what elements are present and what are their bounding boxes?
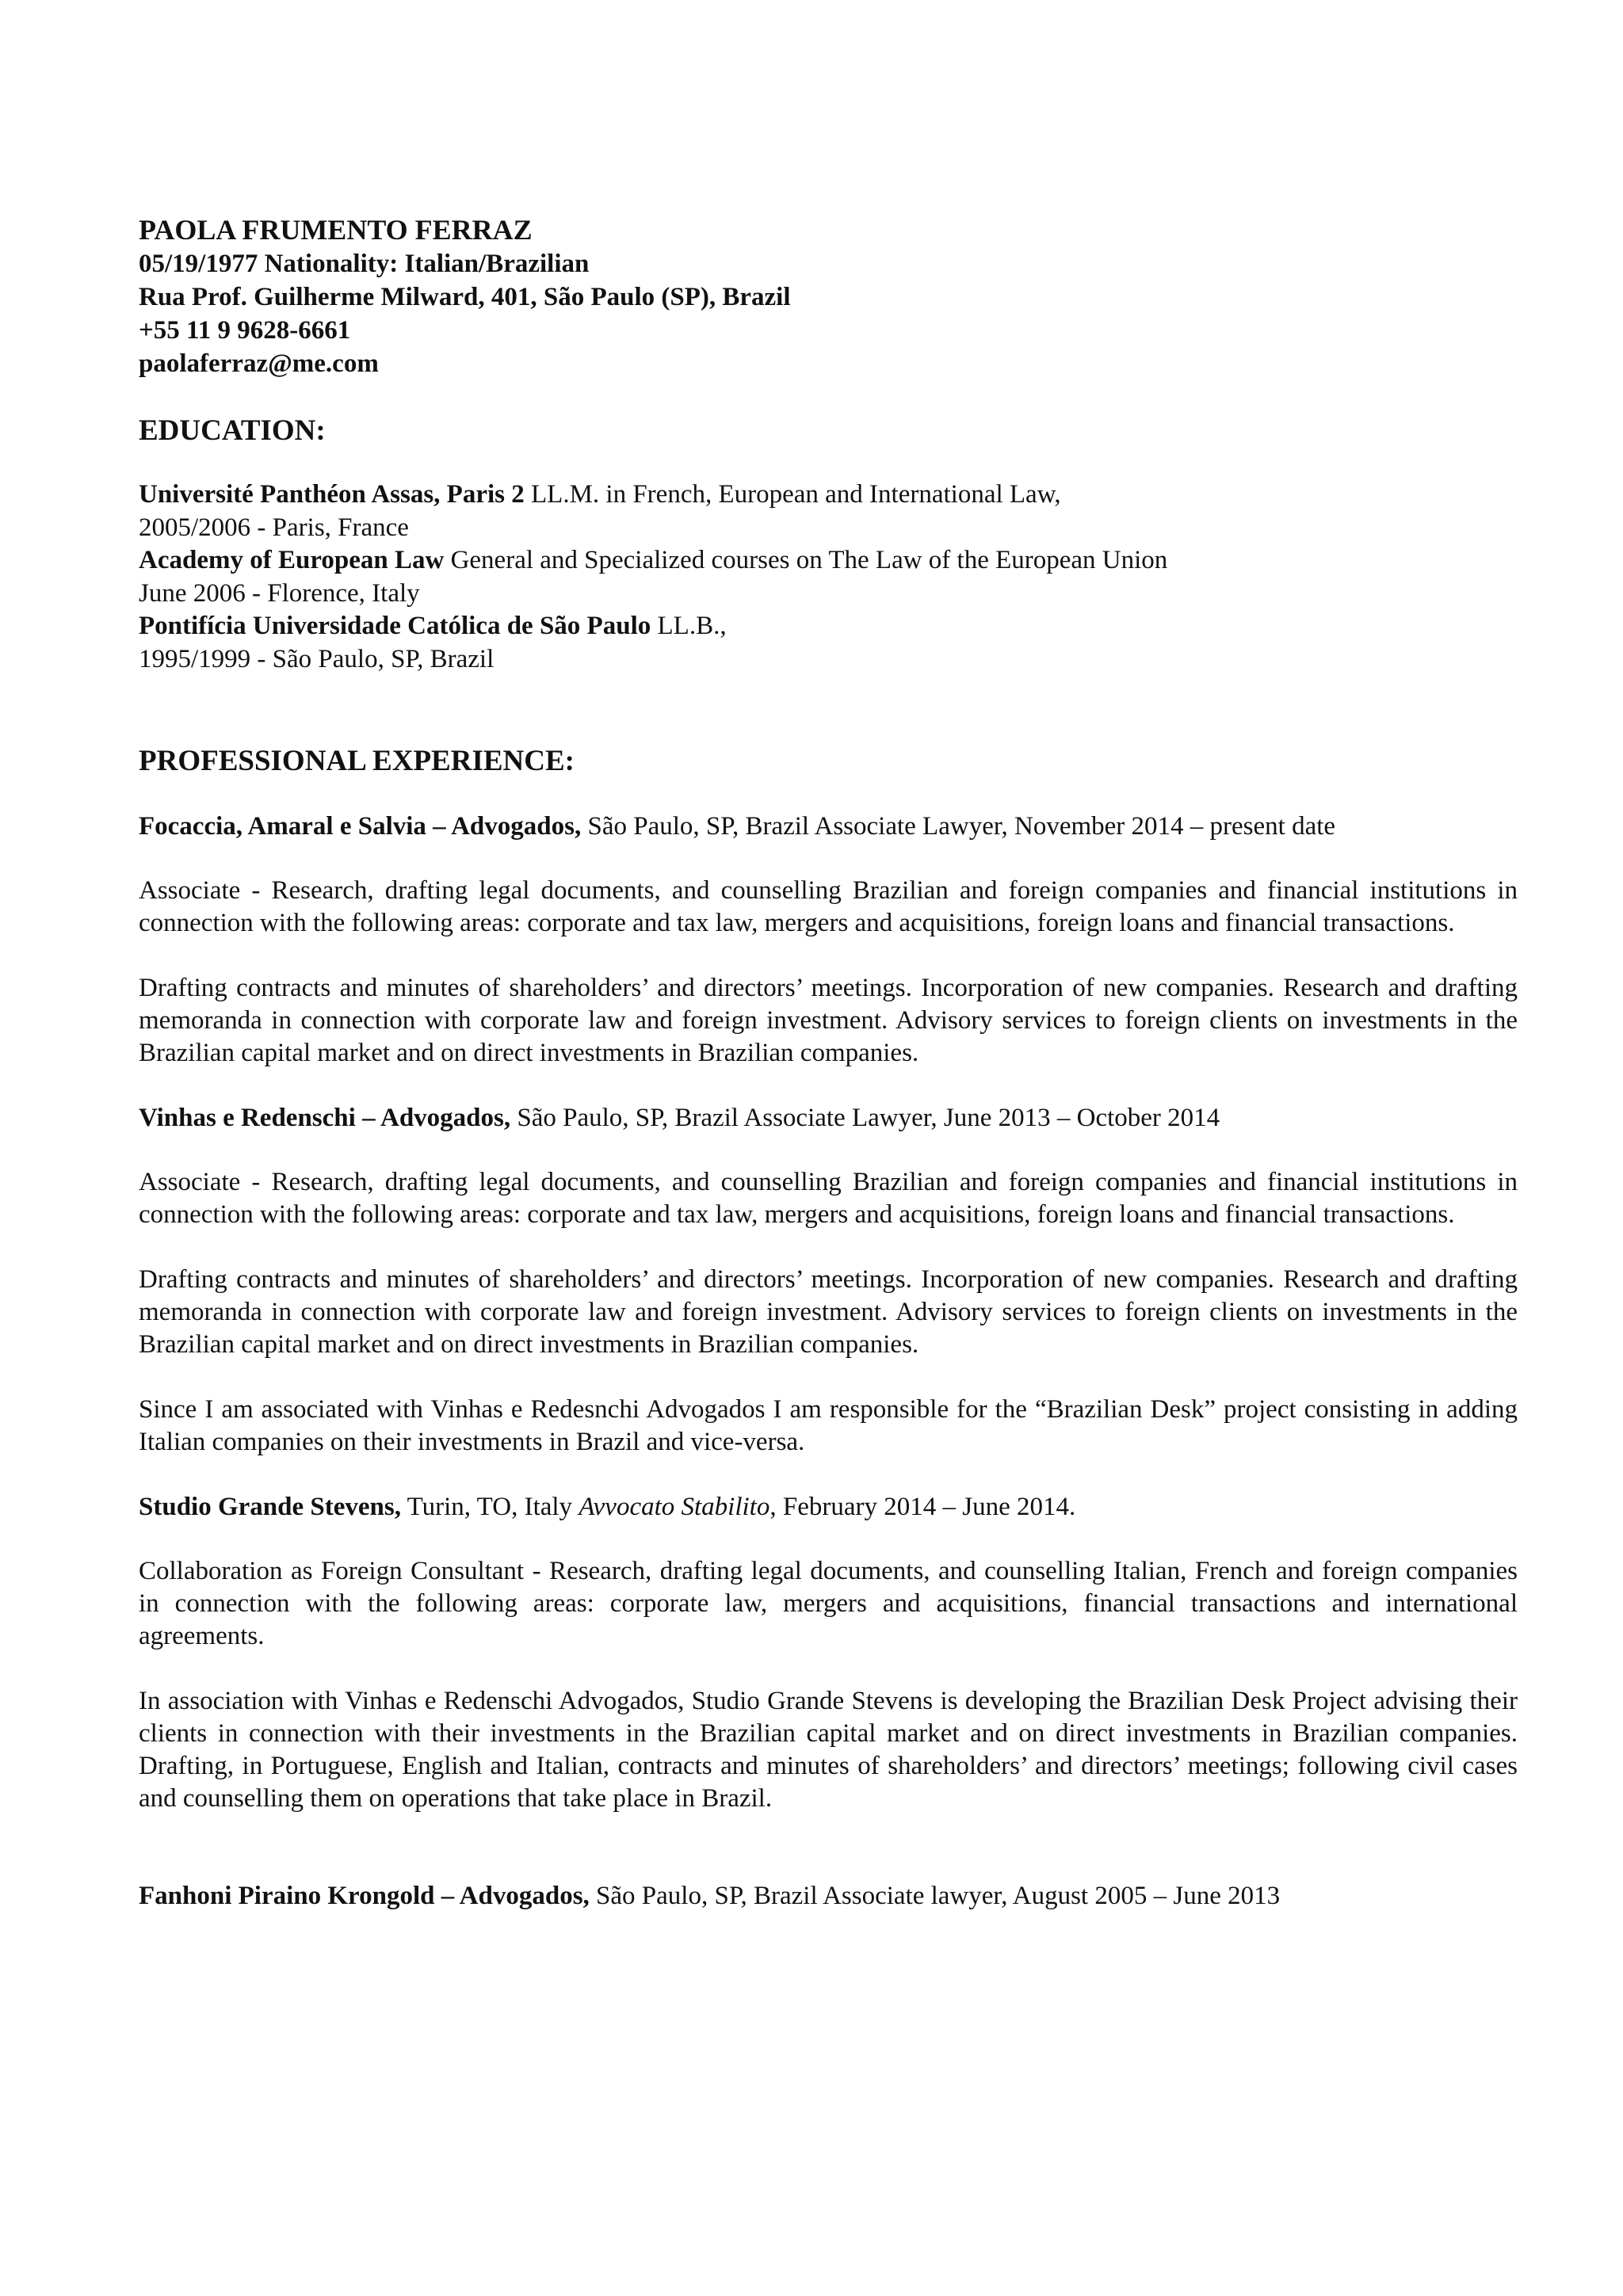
firm-name: Studio Grande Stevens, [139, 1493, 401, 1521]
job-description: Associate - Research, drafting legal documents, and counselling Brazilian and foreign companies and financial institutions in connection with the following areas: corporate and tax law, mergers and acquisitions, foreign loans and financial transactions. [139, 876, 1518, 937]
resume-page [139, 212, 1518, 1944]
job-description: Associate - Research, drafting legal documents, and counselling Brazilian and foreign companies and financial institutions in connection with the following areas: corporate and tax law, mergers and acquisitions, foreign loans and financial transactions. [139, 1168, 1518, 1229]
education-heading: EDUCATION: [139, 414, 326, 447]
job-info: São Paulo, SP, Brazil Associate Lawyer, June 2013 – October 2014 [510, 1104, 1220, 1132]
job-title: Avvocato Stabilito [579, 1493, 770, 1521]
birth-nationality: 05/19/1977 Nationality: Italian/Brazilian [139, 250, 590, 278]
job-description: Collaboration as Foreign Consultant - Research, drafting legal documents, and counselling Italian, French and foreign companies in connection with the following areas: corporate law, mergers and acquisitions, financial transactions and international agreements. [139, 1557, 1518, 1650]
education-item-2-details: June 2006 - Florence, Italy [139, 578, 420, 608]
education-item-1-title [139, 479, 1518, 512]
experience-heading: PROFESSIONAL EXPERIENCE: [139, 745, 575, 777]
address: Rua Prof. Guilherme Milward, 401, São Paulo (SP), Brazil [139, 283, 791, 311]
job-heading [139, 1880, 1518, 1913]
job-heading [139, 810, 1518, 843]
degree: LL.B., [651, 612, 727, 640]
job-description: In association with Vinhas e Redenschi Advogados, Studio Grande Stevens is developing the Brazilian Desk Project advising their clients in connection with their investments in the Brazilian capital market and on direct investments in Brazilian companies. Drafting, in Portuguese, English and Italian, contracts and minutes of shareholders’ and directors’ meetings; following civil cases and counselling them on operations that take place in Brazil. [139, 1687, 1518, 1813]
institution-name: Academy of European Law [139, 546, 445, 574]
institution-name: Université Panthéon Assas, Paris 2 [139, 480, 525, 509]
phone: +55 11 9 9628-6661 [139, 316, 351, 345]
job-heading [139, 1491, 1518, 1524]
education-list [139, 479, 1518, 676]
candidate-name: PAOLA FRUMENTO FERRAZ [139, 214, 533, 246]
education-item-3-title [139, 610, 1518, 643]
education-item-3-details: 1995/1999 - São Paulo, SP, Brazil [139, 644, 495, 673]
job-heading [139, 1102, 1518, 1135]
email: paolaferraz@me.com [139, 349, 379, 378]
institution-name: Pontifícia Universidade Católica de São Paulo [139, 612, 651, 640]
job-description: Drafting contracts and minutes of shareholders’ and directors’ meetings. Incorporation of new companies. Research and drafting memoranda in connection with corporate law and foreign investment. Advisory services to foreign clients on investments in the Brazilian capital market and on direct investments in Brazilian companies. [139, 1265, 1518, 1359]
job-info: Turin, TO, Italy [400, 1493, 579, 1521]
firm-name: Focaccia, Amaral e Salvia – Advogados, [139, 812, 582, 841]
firm-name: Vinhas e Redenschi – Advogados, [139, 1104, 511, 1132]
job-dates: , February 2014 – June 2014. [769, 1493, 1076, 1521]
job-info: São Paulo, SP, Brazil Associate lawyer, August 2005 – June 2013 [589, 1882, 1281, 1910]
job-description: Drafting contracts and minutes of shareholders’ and directors’ meetings. Incorporation of new companies. Research and drafting memoranda in connection with corporate law and foreign investment. Advisory services to foreign clients on investments in the Brazilian capital market and on direct investments in Brazilian companies. [139, 974, 1518, 1067]
degree: General and Specialized courses on The Law of the European Union [444, 546, 1168, 574]
experience-list [139, 810, 1518, 1913]
firm-name: Fanhoni Piraino Krongold – Advogados, [139, 1882, 590, 1910]
contact-header [139, 212, 1518, 380]
degree: LL.M. in French, European and International Law, [524, 480, 1061, 509]
job-info: São Paulo, SP, Brazil Associate Lawyer, November 2014 – present date [581, 812, 1336, 841]
job-description: Since I am associated with Vinhas e Redesnchi Advogados I am responsible for the “Brazilian Desk” project consisting in adding Italian companies on their investments in Brazil and vice-versa. [139, 1395, 1518, 1456]
education-item-2-title [139, 544, 1518, 578]
education-item-1-details: 2005/2006 - Paris, France [139, 513, 409, 542]
